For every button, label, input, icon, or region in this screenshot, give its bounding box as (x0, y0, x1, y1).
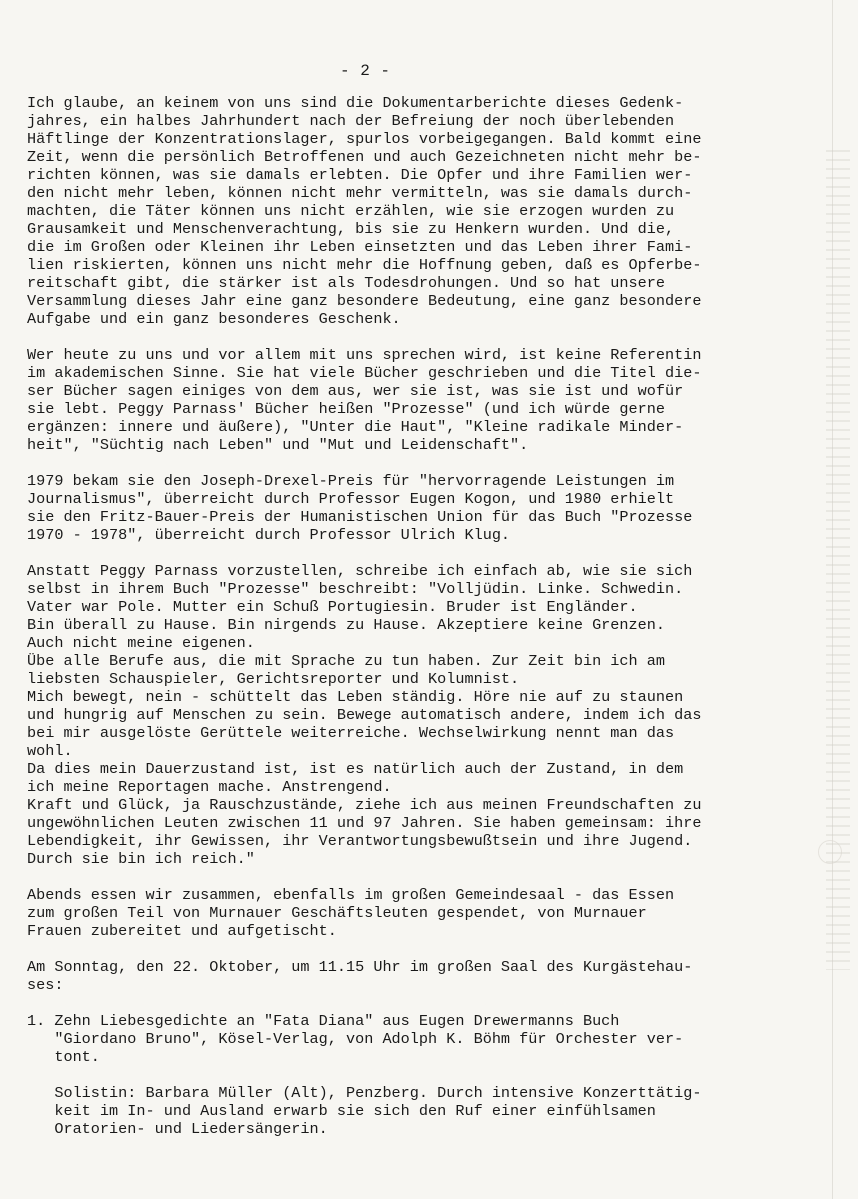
text-line: Anstatt Peggy Parnass vorzustellen, schreibe ich einfach ab, wie sie sich (27, 562, 693, 580)
paragraph (27, 562, 827, 868)
paragraph (27, 94, 827, 328)
text-line: Lebendigkeit, ihr Gewissen, ihr Verantwortungsbewußtsein und ihre Jugend. (27, 832, 693, 850)
text-line: "Giordano Bruno", Kösel-Verlag, von Adolph K. Böhm für Orchester ver- (27, 1030, 684, 1048)
paragraph (27, 1084, 827, 1138)
text-line: Da dies mein Dauerzustand ist, ist es natürlich auch der Zustand, in dem (27, 760, 684, 778)
text-line: Wer heute zu uns und vor allem mit uns sprechen wird, ist keine Referentin (27, 346, 702, 364)
text-line: wohl. (27, 742, 73, 760)
text-line: reitschaft gibt, die stärker ist als Todesdrohungen. Und so hat unsere (27, 274, 665, 292)
text-line: 1. Zehn Liebesgedichte an "Fata Diana" aus Eugen Drewermanns Buch (27, 1012, 620, 1030)
paragraph (27, 1012, 827, 1066)
text-line: Ich glaube, an keinem von uns sind die Dokumentarberichte dieses Gedenk- (27, 94, 684, 112)
text-line: Am Sonntag, den 22. Oktober, um 11.15 Uhr im großen Saal des Kurgästehau- (27, 958, 693, 976)
document-body (27, 94, 827, 1156)
text-line: Abends essen wir zusammen, ebenfalls im großen Gemeindesaal - das Essen (27, 886, 675, 904)
text-line: lien riskierten, können uns nicht mehr die Hoffnung geben, daß es Opferbe- (27, 256, 702, 274)
text-line: machten, die Täter können uns nicht erzählen, wie sie erzogen wurden zu (27, 202, 675, 220)
text-line: ungewöhnlichen Leuten zwischen 11 und 97 Jahren. Sie haben gemeinsam: ihre (27, 814, 702, 832)
text-line: keit im In- und Ausland erwarb sie sich den Ruf einer einfühlsamen (27, 1102, 656, 1120)
text-line: Auch nicht meine eigenen. (27, 634, 255, 652)
text-line: den nicht mehr leben, können nicht mehr vermitteln, was sie damals durch- (27, 184, 693, 202)
text-line: Vater war Pole. Mutter ein Schuß Portugiesin. Bruder ist Engländer. (27, 598, 638, 616)
text-line: ses: (27, 976, 64, 994)
text-line: ergänzen: innere und äußere), "Unter die Haut", "Kleine radikale Minder- (27, 418, 684, 436)
text-line: Aufgabe und ein ganz besonderes Geschenk. (27, 310, 401, 328)
text-line: 1979 bekam sie den Joseph-Drexel-Preis für "hervorragende Leistungen im (27, 472, 675, 490)
paragraph (27, 958, 827, 994)
text-line: jahres, ein halbes Jahrhundert nach der Befreiung der noch überlebenden (27, 112, 675, 130)
text-line: Grausamkeit und Menschenverachtung, bis sie zu Henkern wurden. Und die, (27, 220, 675, 238)
text-line: Übe alle Berufe aus, die mit Sprache zu tun haben. Zur Zeit bin ich am (27, 652, 665, 670)
paragraph (27, 472, 827, 544)
page-number: - 2 - (340, 62, 391, 80)
text-line: Journalismus", überreicht durch Professor Eugen Kogon, und 1980 erhielt (27, 490, 675, 508)
text-line: tont. (27, 1048, 100, 1066)
text-line: die im Großen oder Kleinen ihr Leben einsetzten und das Leben ihrer Fami- (27, 238, 693, 256)
paragraph (27, 886, 827, 940)
text-line: im akademischen Sinne. Sie hat viele Bücher geschrieben und die Titel die- (27, 364, 702, 382)
text-line: heit", "Süchtig nach Leben" und "Mut und Leidenschaft". (27, 436, 529, 454)
text-line: bei mir ausgelöste Gerüttele weiterreiche. Wechselwirkung nennt man das (27, 724, 675, 742)
text-line: Solistin: Barbara Müller (Alt), Penzberg. Durch intensive Konzerttätig- (27, 1084, 702, 1102)
text-line: liebsten Schauspieler, Gerichtsreporter und Kolumnist. (27, 670, 520, 688)
text-line: Mich bewegt, nein - schüttelt das Leben ständig. Höre nie auf zu staunen (27, 688, 684, 706)
text-line: 1970 - 1978", überreicht durch Professor Ulrich Klug. (27, 526, 511, 544)
text-line: Durch sie bin ich reich." (27, 850, 255, 868)
text-line: Kraft und Glück, ja Rauschzustände, ziehe ich aus meinen Freundschaften zu (27, 796, 702, 814)
text-line: richten können, was sie damals erlebten. Die Opfer und ihre Familien wer- (27, 166, 693, 184)
paragraph (27, 346, 827, 454)
text-line: selbst in ihrem Buch "Prozesse" beschreibt: "Volljüdin. Linke. Schwedin. (27, 580, 684, 598)
text-line: Häftlinge der Konzentrationslager, spurlos vorbeigegangen. Bald kommt eine (27, 130, 702, 148)
text-line: Bin überall zu Hause. Bin nirgends zu Hause. Akzeptiere keine Grenzen. (27, 616, 665, 634)
text-line: sie lebt. Peggy Parnass' Bücher heißen "Prozesse" (und ich würde gerne (27, 400, 665, 418)
text-line: Frauen zubereitet und aufgetischt. (27, 922, 337, 940)
text-line: Versammlung dieses Jahr eine ganz besondere Bedeutung, eine ganz besondere (27, 292, 702, 310)
text-line: Zeit, wenn die persönlich Betroffenen und auch Gezeichneten nicht mehr be- (27, 148, 702, 166)
text-line: zum großen Teil von Murnauer Geschäftsleuten gespendet, von Murnauer (27, 904, 647, 922)
text-line: und hungrig auf Menschen zu sein. Bewege automatisch andere, indem ich das (27, 706, 702, 724)
text-line: sie den Fritz-Bauer-Preis der Humanistischen Union für das Buch "Prozesse (27, 508, 693, 526)
text-line: ich meine Reportagen mache. Anstrengend. (27, 778, 392, 796)
text-line: ser Bücher sagen einiges von dem aus, wer sie ist, was sie ist und wofür (27, 382, 684, 400)
text-line: Oratorien- und Liedersängerin. (27, 1120, 328, 1138)
